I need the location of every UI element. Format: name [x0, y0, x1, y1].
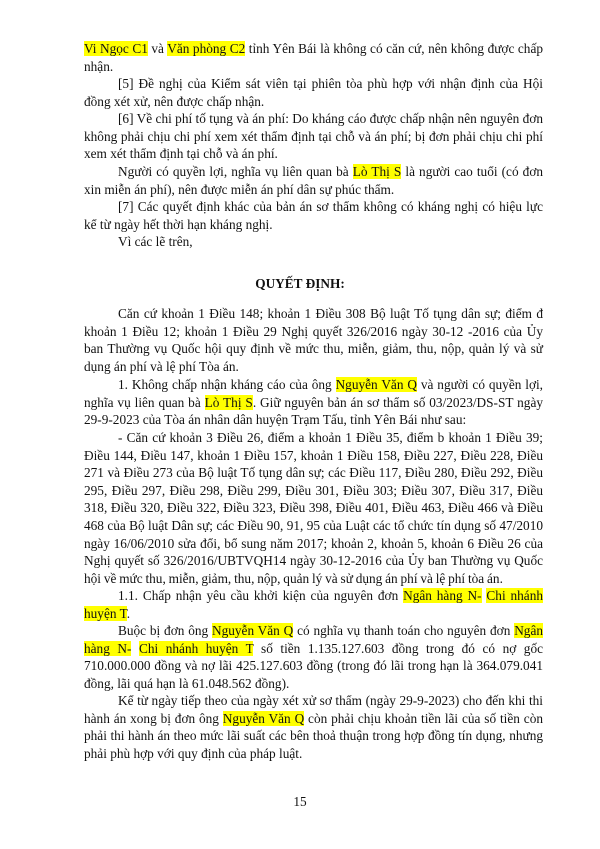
paragraph-fee-exemption — [84, 163, 543, 198]
highlighted-name: Nguyễn Văn Q — [212, 623, 294, 638]
highlighted-name: Ngân hàng N- — [84, 623, 543, 656]
text-run: . — [126, 605, 131, 621]
paragraph-6: [6] Về chi phí tố tụng và án phí: Do kháng cáo được chấp nhận nên nguyên đơn không phải chịu chi phí xem xét thẩm định tại chỗ và án phí; bị đơn phải chịu chi phí xem xét thẩm định tại chỗ và án phí. — [84, 111, 543, 162]
paragraph-interest — [84, 692, 543, 762]
text-run — [131, 641, 139, 656]
paragraph-statutes: - Căn cứ khoản 3 Điều 26, điểm a khoản 1 Điều 35, điểm b khoản 1 Điều 39; Điều 144, Điều 147, khoản 1 Điều 157, khoản 1 Điều 158, Điều 227, Điều 228, Điều 271 và Điều 273 của Bộ luật Tố tụng dân sự; các Điều 117, Điều 280, Điều 292, Điều 295, Điều 297, Điều 298, Điều 299, Điều 301, Điều 303; Điều 307, Điều 317, Điều 318, Điều 320, Điều 322, Điều 323, Điều 398, Điều 401, Điều 463, Điều 466 và Điều 468 của Bộ luật Dân sự; các Điều 90, 91, 95 của Luật các tổ chức tín dụng số 47/2010 ngày 16/06/2010 sửa đổi, bổ sung năm 2017; khoản 2, khoản 5, khoản 6 Điều 26 của Nghị quyết số 326/2016/UBTVQH14 ngày 30-12-2016 của Ủy ban Thường vụ Quốc hội về mức thu, miễn, giảm, thu, nộp, quản lý và sử dụng án phí và lệ phí tòa án. — [84, 430, 543, 586]
text-run: 1. Không chấp nhận kháng cáo của ông — [118, 377, 336, 392]
paragraph-conclusion-continued — [84, 40, 543, 75]
paragraph-7: [7] Các quyết định khác của bản án sơ thẩm không có kháng nghị có hiệu lực kể từ ngày hết thời hạn kháng nghị. — [84, 199, 543, 232]
page-number: 15 — [293, 794, 307, 809]
paragraph-payment-obligation — [84, 622, 543, 692]
paragraph-decision-1-1 — [84, 587, 543, 622]
text-run: và người có quyền lợi, nghĩa vụ liên quan bà — [84, 377, 543, 410]
text-run: Kể từ ngày tiếp theo của ngày xét xử sơ thẩm (ngày 29-9-2023) cho đến khi thi hành án xong bị đơn ông — [84, 693, 543, 726]
highlighted-name: Nguyễn Văn Q — [222, 710, 305, 726]
paragraph-legal-basis: Căn cứ khoản 1 Điều 148; khoản 1 Điều 308 Bộ luật Tố tụng dân sự; điểm đ khoản 1 Điều 12; khoản 1 Điều 29 Nghị quyết 326/2016 ngày 30-12 -2016 của Ủy ban Thường vụ Quốc hội quy định về mức thu, miễn, giảm, thu, nộp, quản lý và sử dụng án phí và lệ phí Tòa án. — [84, 306, 543, 374]
highlighted-name: Vi Ngọc C1 — [84, 41, 148, 56]
decision-heading: QUYẾT ĐỊNH: — [255, 276, 345, 291]
highlighted-name: Lò Thị S — [204, 394, 253, 410]
text-run: tỉnh Yên Bái là không có căn cứ, nên không được chấp nhận. — [84, 41, 543, 74]
text-run: Người có quyền lợi, nghĩa vụ liên quan bà — [118, 164, 353, 179]
highlighted-name: Chi nhánh huyện T — [138, 640, 254, 656]
text-run: và — [147, 41, 168, 56]
text-run: còn phải chịu khoản tiền lãi của số tiền còn phải thi hành án theo mức lãi suất các bên thoả thuận trong hợp đồng tín dụng, nhưng phải phù hợp với quy định của pháp luật. — [84, 710, 543, 761]
text-run: là người cao tuổi (có đơn xin miễn án phí), nên được miễn án phí dân sự phúc thẩm. — [84, 164, 543, 197]
text-run: . Giữ nguyên bản án sơ thẩm số 03/2023/DS-ST ngày 29-9-2023 của Tòa án nhân dân huyện Trạm Tấu, tỉnh Yên Bái như sau: — [84, 394, 543, 428]
paragraph-5: [5] Đề nghị của Kiểm sát viên tại phiên tòa phù hợp với nhận định của Hội đồng xét xử, nên được chấp nhận. — [84, 76, 543, 109]
text-run: 1.1. Chấp nhận yêu cầu khởi kiện của nguyên đơn — [118, 588, 404, 603]
paragraph-decision-1 — [84, 376, 543, 429]
highlighted-name: Nguyễn Văn Q — [335, 377, 417, 392]
highlighted-name: Văn phòng C2 — [167, 41, 246, 56]
text-run: số tiền 1.135.127.603 đồng trong đó có nợ gốc 710.000.000 đồng và nợ lãi 425.127.603 đồng (trong đó lãi trong hạn là 364.079.041 đồng, lãi quá hạn là 61.048.562 đồng). — [84, 640, 543, 691]
highlighted-name: Ngân hàng N- — [403, 588, 482, 603]
highlighted-name: Lò Thị S — [352, 164, 402, 179]
paragraph-closing: Vì các lẽ trên, — [118, 234, 193, 249]
text-run: Buộc bị đơn ông — [118, 623, 212, 638]
text-run: có nghĩa vụ thanh toán cho nguyên đơn — [293, 623, 515, 638]
highlighted-name: Chi nhánh huyện T — [84, 588, 544, 621]
